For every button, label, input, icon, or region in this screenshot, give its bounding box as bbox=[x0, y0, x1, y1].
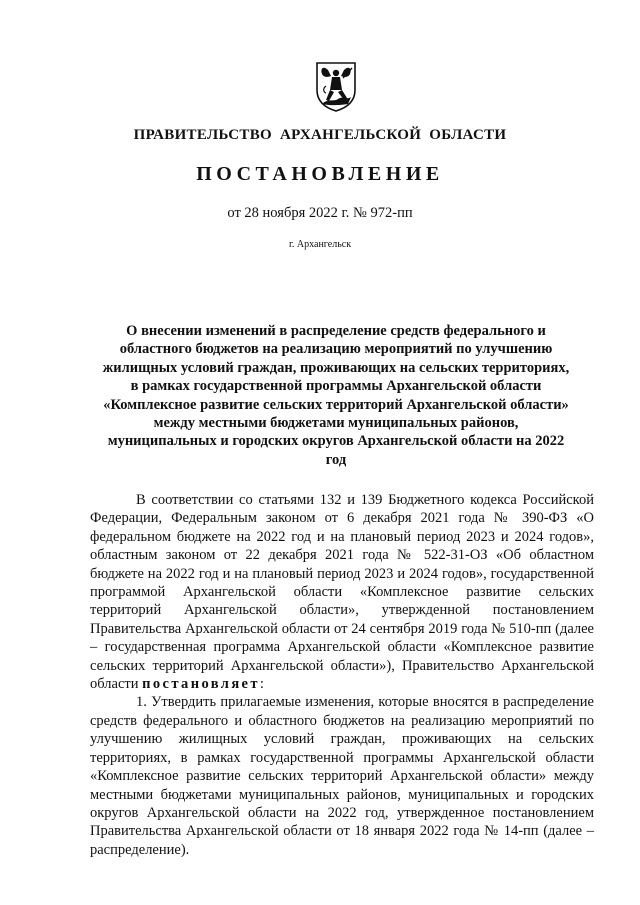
document-heading: О внесении изменений в распределение средств федерального и областного бюджетов на реализацию мероприятий по улучшению жилищных условий граждан, проживающих на сельских территориях, в рамках государственной программы Архангельской области «Комплексное развитие сельских территорий Архангельской области» между местными бюджетами муниципальных районов, муниципальных и городских округов Архангельской области на 2022 год bbox=[102, 323, 570, 468]
resolves-suffix: : bbox=[259, 676, 264, 693]
preamble-text: В соответствии со статьями 132 и 139 Бюджетного кодекса Российской Федерации, Федеральным законом от 6 декабря 2021 года № 390-ФЗ «О федеральном бюджете на 2022 год и на плановый период 2023 и 2024 годов», областным законом от 22 декабря 2021 года № 522-31-ОЗ «Об областном бюджете на 2022 год и на плановый период 2023 и 2024 годов», государственной программой Архангельской области «Комплексное развитие сельских территорий Архангельской области», утвержденной постановлением Правительства Архангельской области от 24 сентября 2019 года № 510-пп (далее – государственная программа Архангельской области «Комплексное развитие сельских территорий Архангельской области»), Правительство Архангельской области bbox=[90, 492, 594, 693]
document-city: г. Архангельск bbox=[288, 239, 352, 250]
document-body bbox=[90, 491, 594, 859]
organization-title: ПРАВИТЕЛЬСТВО АРХАНГЕЛЬСКОЙ ОБЛАСТИ bbox=[133, 127, 507, 143]
arkhangelsk-coat-of-arms-icon bbox=[314, 60, 358, 112]
preamble-paragraph bbox=[90, 491, 594, 693]
item-1-paragraph: 1. Утвердить прилагаемые изменения, которые вносятся в распределение средств федерального и областного бюджетов на реализацию мероприятий по улучшению жилищных условий граждан, проживающих на сельских территориях, в рамках государственной программы Архангельской области «Комплексное развитие сельских территорий Архангельской области» между местными бюджетами муниципальных районов, муниципальных и городских округов Архангельской области на 2022 год, утвержденное постановлением Правительства Архангельской области от 18 января 2022 года № 14-пп (далее – распределение). bbox=[90, 694, 594, 858]
resolves-word: постановляет bbox=[142, 676, 260, 693]
document-type: ПОСТАНОВЛЕНИЕ bbox=[196, 163, 444, 185]
document-date-number: от 28 ноября 2022 г. № 972-пп bbox=[227, 205, 413, 221]
